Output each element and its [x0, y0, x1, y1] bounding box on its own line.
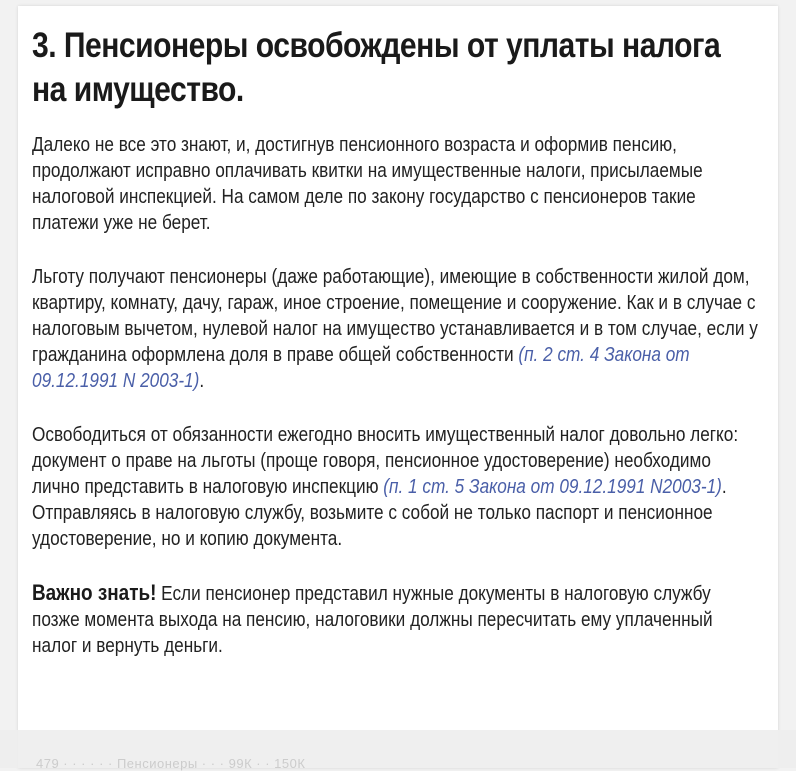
law-reference-link[interactable]: (п. 2 ст. 4 Закона от 09.12.1991 N 2003-1)	[32, 344, 690, 392]
important-label: Важно знать!	[32, 580, 157, 605]
paragraph-2-end: .	[199, 370, 205, 392]
paragraph-3-text: Освободиться от обязанности ежегодно вносить имущественный налог довольно легко: документ о праве на льготы (проще говоря, пенсионное удостоверение) необходимо лично представить в налоговую инспекцию	[32, 424, 739, 498]
law-reference-link[interactable]: (п. 1 ст. 5 Закона от 09.12.1991 N2003-1)	[383, 476, 722, 498]
paragraph-1: Далеко не все это знают, и, достигнув пенсионного возраста и оформив пенсию, продолжают исправно оплачивать квитки на имущественные налоги, присылаемые налоговой инспекцией. На самом деле по закону государство с пенсионеров такие платежи уже не берет.	[32, 134, 703, 234]
article-content	[32, 24, 762, 687]
paragraph-4	[32, 580, 760, 659]
paragraph-3-end: . Отправляясь в налоговую службу, возьмите с собой не только паспорт и пенсионное удостоверение, но и копию документа.	[32, 476, 727, 550]
paragraph-2-text: Льготу получают пенсионеры (даже работающие), имеющие в собственности жилой дом, квартиру, комнату, дачу, гараж, иное строение, помещение и сооружение. Как и в случае с налоговым вычетом, нулевой налог на имущество устанавливается и в том случае, если у гражданина оформлена доля в праве общей собственности	[32, 266, 758, 366]
faded-stats-text: 479 · · · · · · Пенсионеры · · · 99К · · 150К	[36, 756, 306, 771]
article-page	[18, 6, 778, 768]
paragraph-4-text: Если пенсионер представил нужные документы в налоговую службу позже момента выхода на пенсию, налоговики должны пересчитать ему уплаченный налог и вернуть деньги.	[32, 583, 713, 657]
bottom-overlay-bar	[0, 730, 796, 771]
paragraph-2	[32, 264, 760, 394]
paragraph-3	[32, 422, 760, 552]
article-heading: 3. Пенсионеры освобождены от уплаты налога на имущество.	[32, 26, 721, 109]
